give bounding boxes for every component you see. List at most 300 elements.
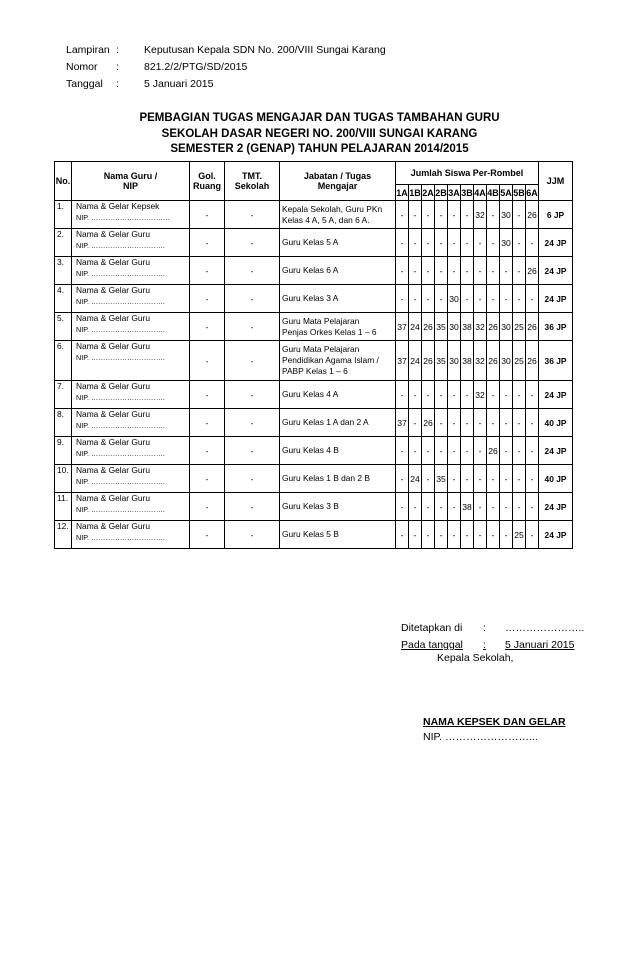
teacher-nip: NIP. …………………………. (76, 353, 165, 362)
cell-rombel-value: - (500, 465, 513, 493)
cell-rombel-value: - (487, 521, 500, 549)
cell-rombel-value: 26 (422, 341, 435, 381)
jabatan-line: Guru Kelas 1 B dan 2 B (282, 473, 370, 483)
teacher-nip: NIP. …………………………. (76, 297, 165, 306)
cell-rombel-value: - (422, 229, 435, 257)
cell-rombel-value: - (396, 257, 409, 285)
table-row (55, 493, 573, 521)
jabatan-line: Guru Kelas 4 B (282, 445, 339, 455)
cell-rombel-value: 30 (500, 341, 513, 381)
cell-gol: - (190, 437, 225, 465)
cell-rombel-value: 24 (409, 313, 422, 341)
teacher-name: Nama & Gelar Guru (76, 381, 151, 391)
cell-tmt: - (225, 465, 280, 493)
cell-rombel-value: - (474, 521, 487, 549)
teacher-nip: NIP. …………………………. (76, 325, 165, 334)
cell-rombel-value: 26 (526, 341, 539, 381)
jabatan-line: Guru Kelas 3 A (282, 293, 339, 303)
title-line-3: SEMESTER 2 (GENAP) TAHUN PELAJARAN 2014/2015 (170, 143, 469, 155)
cell-rombel-value: 32 (474, 341, 487, 381)
cell-jjm: 6 JP (539, 201, 573, 229)
ditetapkan-value: ………………….. (505, 622, 585, 634)
cell-jjm: 24 JP (539, 285, 573, 313)
tanggal-sep: : (483, 639, 486, 651)
cell-tmt: - (225, 521, 280, 549)
cell-nama (72, 257, 190, 285)
cell-rombel-value: 26 (487, 437, 500, 465)
cell-rombel-value: - (526, 437, 539, 465)
cell-rombel-value: 30 (448, 313, 461, 341)
cell-rombel-value: - (448, 381, 461, 409)
meta-value: 5 Januari 2015 (144, 78, 214, 90)
cell-jjm: 24 JP (539, 521, 573, 549)
cell-rombel-value: - (435, 493, 448, 521)
jabatan-line: Penjas Orkes Kelas 1 – 6 (282, 326, 377, 337)
meta-row (66, 43, 386, 58)
cell-jabatan (280, 409, 396, 437)
cell-gol: - (190, 521, 225, 549)
cell-rombel-value: - (409, 201, 422, 229)
cell-no: 6. (55, 341, 72, 381)
cell-rombel-value: - (435, 201, 448, 229)
cell-rombel-value: - (513, 493, 526, 521)
cell-gol: - (190, 341, 225, 381)
jabatan-line: PABP Kelas 1 – 6 (282, 366, 348, 376)
cell-rombel-value: - (461, 257, 474, 285)
cell-gol: - (190, 201, 225, 229)
cell-tmt: - (225, 201, 280, 229)
cell-rombel-value: 26 (487, 341, 500, 381)
teacher-name: Nama & Gelar Guru (76, 229, 151, 239)
cell-rombel-value: - (461, 437, 474, 465)
cell-tmt: - (225, 493, 280, 521)
cell-rombel-value: 30 (448, 341, 461, 381)
meta-value: Keputusan Kepala SDN No. 200/VIII Sungai Karang (144, 44, 386, 56)
teacher-name: Nama & Gelar Guru (76, 521, 151, 531)
header-rombel: 6A (526, 185, 539, 201)
header-jumlah-siswa: Jumlah Siswa Per-Rombel (396, 162, 539, 185)
teacher-nip: NIP. …………………………. (76, 421, 165, 430)
cell-rombel-value: 32 (474, 201, 487, 229)
cell-jabatan (280, 201, 396, 229)
table-row (55, 257, 573, 285)
cell-rombel-value: - (474, 229, 487, 257)
header-rombel: 3A (448, 185, 461, 201)
cell-rombel-value: - (500, 521, 513, 549)
cell-rombel-value: - (500, 285, 513, 313)
cell-rombel-value: - (409, 285, 422, 313)
cell-rombel-value: 37 (396, 409, 409, 437)
cell-rombel-value: - (474, 465, 487, 493)
cell-rombel-value: - (513, 465, 526, 493)
teacher-name: Nama & Gelar Guru (76, 409, 151, 419)
cell-nama (72, 409, 190, 437)
teacher-nip: NIP. …………………………. (76, 449, 165, 458)
jabatan-line: Guru Kelas 1 A dan 2 A (282, 417, 369, 427)
cell-rombel-value: - (461, 229, 474, 257)
cell-tmt: - (225, 229, 280, 257)
cell-gol: - (190, 257, 225, 285)
cell-rombel-value: - (474, 437, 487, 465)
cell-jabatan (280, 285, 396, 313)
cell-nama (72, 201, 190, 229)
cell-rombel-value: - (448, 437, 461, 465)
cell-nama (72, 229, 190, 257)
cell-jjm: 24 JP (539, 493, 573, 521)
teacher-name: Nama & Gelar Guru (76, 341, 151, 351)
cell-rombel-value: 30 (500, 313, 513, 341)
cell-rombel-value: - (396, 229, 409, 257)
cell-rombel-value: - (409, 437, 422, 465)
cell-rombel-value: 25 (513, 313, 526, 341)
cell-rombel-value: - (422, 521, 435, 549)
cell-tmt: - (225, 341, 280, 381)
cell-rombel-value: - (422, 493, 435, 521)
cell-rombel-value: - (526, 493, 539, 521)
ditetapkan-label: Ditetapkan di (401, 622, 463, 634)
header-rombel: 1B (409, 185, 422, 201)
teacher-nip: NIP. …………………………… (76, 213, 171, 222)
cell-rombel-value: 26 (487, 313, 500, 341)
cell-gol: - (190, 409, 225, 437)
cell-jjm: 36 JP (539, 341, 573, 381)
cell-rombel-value: - (435, 381, 448, 409)
cell-rombel-value: - (513, 201, 526, 229)
cell-rombel-value: - (487, 381, 500, 409)
cell-rombel-value: 26 (422, 409, 435, 437)
cell-nama (72, 465, 190, 493)
title-line-1: PEMBAGIAN TUGAS MENGAJAR DAN TUGAS TAMBAHAN GURU (139, 112, 500, 124)
cell-rombel-value: - (526, 229, 539, 257)
cell-gol: - (190, 285, 225, 313)
cell-no: 11. (55, 493, 72, 521)
tanggal-label: Pada tanggal (401, 639, 463, 651)
cell-rombel-value: 38 (461, 493, 474, 521)
cell-rombel-value: 35 (435, 465, 448, 493)
teacher-nip: NIP. …………………………. (76, 393, 165, 402)
document-title (0, 111, 639, 158)
cell-jabatan (280, 465, 396, 493)
cell-rombel-value: - (474, 285, 487, 313)
cell-rombel-value: 26 (422, 313, 435, 341)
header-jabatan-line1: Jabatan / Tugas (303, 171, 372, 181)
signatory-name: NAMA KEPSEK DAN GELAR (423, 716, 566, 728)
header-jabatan (280, 162, 396, 201)
assignment-table (54, 161, 573, 549)
cell-rombel-value: - (474, 409, 487, 437)
cell-jjm: 40 JP (539, 465, 573, 493)
cell-jjm: 40 JP (539, 409, 573, 437)
cell-rombel-value: - (487, 409, 500, 437)
cell-rombel-value: - (448, 201, 461, 229)
teacher-name: Nama & Gelar Kepsek (76, 201, 160, 211)
teacher-name: Nama & Gelar Guru (76, 285, 151, 295)
cell-rombel-value: 24 (409, 341, 422, 381)
cell-rombel-value: - (487, 229, 500, 257)
cell-rombel-value: - (526, 465, 539, 493)
cell-rombel-value: - (500, 493, 513, 521)
header-rombel: 3B (461, 185, 474, 201)
teacher-nip: NIP. …………………………. (76, 533, 165, 542)
header-rombel: 4A (474, 185, 487, 201)
cell-no: 5. (55, 313, 72, 341)
cell-rombel-value: - (409, 493, 422, 521)
cell-rombel-value: - (461, 409, 474, 437)
cell-rombel-value: 37 (396, 313, 409, 341)
cell-rombel-value: - (526, 521, 539, 549)
cell-rombel-value: - (448, 521, 461, 549)
cell-gol: - (190, 493, 225, 521)
teacher-nip: NIP. …………………………. (76, 241, 165, 250)
table-row (55, 229, 573, 257)
jabatan-line: Guru Mata Pelajaran (282, 315, 360, 326)
cell-no: 2. (55, 229, 72, 257)
header-no: No. (55, 162, 72, 201)
header-nama-line2: NIP (122, 181, 138, 191)
cell-jabatan (280, 381, 396, 409)
teacher-name: Nama & Gelar Guru (76, 257, 151, 267)
tanggal-value: 5 Januari 2015 (505, 639, 575, 651)
cell-no: 8. (55, 409, 72, 437)
cell-rombel-value: - (396, 521, 409, 549)
cell-rombel-value: - (396, 201, 409, 229)
cell-nama (72, 285, 190, 313)
table-row (55, 201, 573, 229)
cell-nama (72, 437, 190, 465)
cell-no: 10. (55, 465, 72, 493)
meta-sep: : (116, 61, 119, 73)
title-line-2: SEKOLAH DASAR NEGERI NO. 200/VIII SUNGAI KARANG (161, 127, 478, 140)
cell-rombel-value: - (422, 381, 435, 409)
cell-rombel-value: 35 (435, 313, 448, 341)
cell-rombel-value: - (500, 257, 513, 285)
teacher-name: Nama & Gelar Guru (76, 437, 151, 447)
cell-jabatan (280, 493, 396, 521)
cell-gol: - (190, 381, 225, 409)
cell-rombel-value: - (526, 381, 539, 409)
cell-rombel-value: - (409, 257, 422, 285)
header-gol-line1: Gol. (198, 171, 216, 181)
kepala-sekolah-label: Kepala Sekolah, (437, 652, 514, 664)
jabatan-line: Guru Kelas 3 B (282, 501, 339, 511)
jabatan-line: Kepala Sekolah, Guru PKn (282, 203, 383, 214)
jabatan-line: Guru Mata Pelajaran (282, 344, 360, 354)
cell-rombel-value: 37 (396, 341, 409, 381)
cell-rombel-value: - (409, 229, 422, 257)
cell-no: 4. (55, 285, 72, 313)
cell-rombel-value: - (435, 257, 448, 285)
cell-jabatan (280, 437, 396, 465)
cell-rombel-value: - (461, 521, 474, 549)
cell-rombel-value: - (500, 437, 513, 465)
cell-rombel-value: - (448, 409, 461, 437)
cell-nama (72, 341, 190, 381)
cell-rombel-value: - (435, 437, 448, 465)
jabatan-line: Guru Kelas 5 A (282, 237, 339, 247)
cell-rombel-value: - (422, 285, 435, 313)
meta-row (66, 60, 386, 75)
cell-rombel-value: - (435, 229, 448, 257)
cell-no: 7. (55, 381, 72, 409)
cell-rombel-value: - (513, 409, 526, 437)
cell-rombel-value: 30 (500, 229, 513, 257)
cell-jabatan (280, 229, 396, 257)
table-row (55, 465, 573, 493)
cell-tmt: - (225, 285, 280, 313)
teacher-nip: NIP. …………………………. (76, 477, 165, 486)
cell-no: 3. (55, 257, 72, 285)
header-rombel: 4B (487, 185, 500, 201)
cell-nama (72, 521, 190, 549)
teacher-name: Nama & Gelar Guru (76, 493, 151, 503)
cell-rombel-value: - (487, 465, 500, 493)
cell-rombel-value: - (448, 493, 461, 521)
cell-rombel-value: - (513, 381, 526, 409)
meta-value: 821.2/2/PTG/SD/2015 (144, 61, 248, 73)
cell-rombel-value: - (396, 465, 409, 493)
cell-rombel-value: - (435, 285, 448, 313)
cell-rombel-value: 26 (526, 201, 539, 229)
cell-nama (72, 381, 190, 409)
cell-rombel-value: - (513, 257, 526, 285)
ditetapkan-sep: : (483, 622, 486, 634)
cell-rombel-value: 32 (474, 313, 487, 341)
cell-jjm: 24 JP (539, 437, 573, 465)
header-jjm: JJM (539, 162, 573, 201)
table-row (55, 313, 573, 341)
cell-rombel-value: - (396, 437, 409, 465)
cell-rombel-value: - (461, 465, 474, 493)
cell-rombel-value: 26 (526, 257, 539, 285)
cell-jjm: 24 JP (539, 381, 573, 409)
cell-rombel-value: - (487, 285, 500, 313)
header-rombel: 2A (422, 185, 435, 201)
cell-rombel-value: - (448, 257, 461, 285)
cell-no: 12. (55, 521, 72, 549)
cell-tmt: - (225, 313, 280, 341)
document-meta (64, 41, 388, 94)
cell-rombel-value: 30 (448, 285, 461, 313)
cell-rombel-value: - (461, 285, 474, 313)
cell-rombel-value: 25 (513, 341, 526, 381)
meta-sep: : (116, 44, 119, 56)
header-gol (190, 162, 225, 201)
cell-no: 9. (55, 437, 72, 465)
cell-jjm: 24 JP (539, 229, 573, 257)
cell-nama (72, 313, 190, 341)
table-row (55, 381, 573, 409)
cell-rombel-value: - (409, 521, 422, 549)
cell-rombel-value: - (474, 257, 487, 285)
meta-key: Tanggal (66, 78, 103, 90)
meta-key: Lampiran (66, 44, 110, 56)
teacher-nip: NIP. …………………………. (76, 505, 165, 514)
cell-jjm: 24 JP (539, 257, 573, 285)
cell-rombel-value: - (500, 381, 513, 409)
cell-jjm: 36 JP (539, 313, 573, 341)
cell-rombel-value: - (487, 257, 500, 285)
cell-gol: - (190, 313, 225, 341)
cell-rombel-value: - (461, 201, 474, 229)
cell-rombel-value: - (396, 381, 409, 409)
cell-gol: - (190, 465, 225, 493)
jabatan-line: Guru Kelas 5 B (282, 529, 339, 539)
header-tmt-line1: TMT. (242, 171, 262, 181)
jabatan-line: Guru Kelas 6 A (282, 265, 339, 275)
table-row (55, 285, 573, 313)
header-tmt-line2: Sekolah (234, 181, 270, 191)
jabatan-line: Pendidikan Agama Islam / (282, 355, 379, 365)
cell-rombel-value: - (422, 465, 435, 493)
header-nama (72, 162, 190, 201)
cell-rombel-value: - (474, 493, 487, 521)
cell-rombel-value: - (448, 229, 461, 257)
cell-rombel-value: - (422, 201, 435, 229)
cell-rombel-value: 38 (461, 341, 474, 381)
cell-tmt: - (225, 257, 280, 285)
cell-gol: - (190, 229, 225, 257)
teacher-name: Nama & Gelar Guru (76, 313, 151, 323)
cell-rombel-value: - (461, 381, 474, 409)
cell-jabatan (280, 341, 396, 381)
cell-tmt: - (225, 381, 280, 409)
meta-sep: : (116, 78, 119, 90)
cell-rombel-value: - (435, 521, 448, 549)
cell-rombel-value: - (513, 437, 526, 465)
table-row (55, 409, 573, 437)
cell-rombel-value: - (526, 285, 539, 313)
cell-jabatan (280, 521, 396, 549)
cell-rombel-value: - (513, 285, 526, 313)
cell-rombel-value: 32 (474, 381, 487, 409)
cell-rombel-value: - (396, 493, 409, 521)
cell-rombel-value: - (422, 257, 435, 285)
cell-rombel-value: - (409, 409, 422, 437)
signature-place-date (399, 619, 590, 655)
teacher-nip: NIP. …………………………. (76, 269, 165, 278)
cell-rombel-value: - (396, 285, 409, 313)
table-row (55, 437, 573, 465)
cell-tmt: - (225, 409, 280, 437)
cell-jabatan (280, 313, 396, 341)
header-rombel: 5B (513, 185, 526, 201)
cell-rombel-value: - (448, 465, 461, 493)
meta-key: Nomor (66, 61, 98, 73)
cell-rombel-value: 24 (409, 465, 422, 493)
cell-tmt: - (225, 437, 280, 465)
cell-rombel-value: - (513, 229, 526, 257)
header-nama-line1: Nama Guru / (103, 171, 158, 181)
cell-rombel-value: - (487, 201, 500, 229)
header-rombel: 2B (435, 185, 448, 201)
cell-rombel-value: 25 (513, 521, 526, 549)
header-rombel: 5A (500, 185, 513, 201)
signatory-nip: NIP. ……………………... (423, 731, 538, 743)
table-row (55, 341, 573, 381)
cell-no: 1. (55, 201, 72, 229)
cell-nama (72, 493, 190, 521)
cell-rombel-value: - (526, 409, 539, 437)
cell-rombel-value: - (435, 409, 448, 437)
table-row (55, 521, 573, 549)
cell-rombel-value: - (409, 381, 422, 409)
teacher-name: Nama & Gelar Guru (76, 465, 151, 475)
jabatan-line: Guru Kelas 4 A (282, 389, 339, 399)
cell-rombel-value: - (500, 409, 513, 437)
cell-rombel-value: 30 (500, 201, 513, 229)
header-tmt (225, 162, 280, 201)
cell-rombel-value: - (422, 437, 435, 465)
